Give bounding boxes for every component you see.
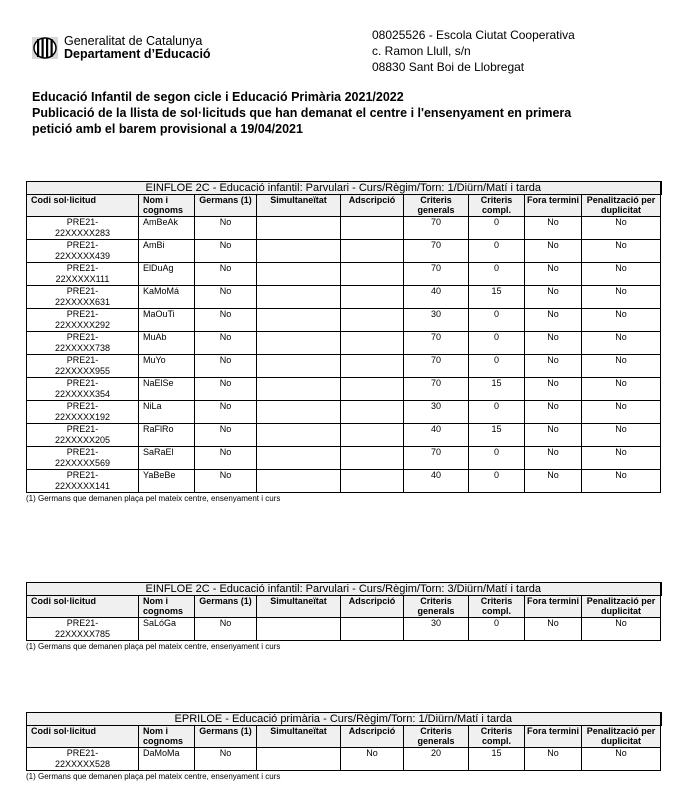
cell-gen: 20 bbox=[404, 748, 469, 771]
cell-gen: 70 bbox=[404, 332, 469, 355]
cell-fora: No bbox=[525, 748, 582, 771]
cell-simult bbox=[257, 378, 341, 401]
cell-fora: No bbox=[525, 401, 582, 424]
column-header-adscr: Adscripció bbox=[341, 726, 404, 748]
cell-adscr: No bbox=[341, 748, 404, 771]
cell-germans: No bbox=[195, 309, 257, 332]
cell-simult bbox=[257, 309, 341, 332]
application-code-number: 22XXXXX569 bbox=[54, 458, 111, 468]
cell-pen: No bbox=[582, 309, 661, 332]
application-code-number: 22XXXXX738 bbox=[54, 343, 111, 353]
application-code-number: 22XXXXX631 bbox=[54, 297, 111, 307]
application-code-prefix: PRE21- bbox=[66, 424, 99, 434]
cell-simult bbox=[257, 263, 341, 286]
cell-adscr bbox=[341, 263, 404, 286]
cell-name: DaMoMa bbox=[139, 748, 195, 771]
cell-pen: No bbox=[582, 263, 661, 286]
cell-adscr bbox=[341, 378, 404, 401]
cell-compl: 0 bbox=[469, 355, 525, 378]
table-caption: EPRILOE - Educació primària - Curs/Règim/Torn: 1/Diürn/Matí i tarda bbox=[27, 713, 661, 726]
cell-name: RaFlRo bbox=[139, 424, 195, 447]
column-header-adscr: Adscripció bbox=[341, 195, 404, 217]
cell-gen: 40 bbox=[404, 470, 469, 493]
cell-germans: No bbox=[195, 401, 257, 424]
school-code-name: 08025526 - Escola Ciutat Cooperativa bbox=[372, 28, 575, 42]
cell-germans: No bbox=[195, 378, 257, 401]
application-code-number: 22XXXXX528 bbox=[54, 759, 111, 769]
cell-simult bbox=[257, 424, 341, 447]
column-header-fora: Fora termini bbox=[525, 596, 582, 618]
table-row bbox=[27, 286, 661, 309]
cell-application-code bbox=[27, 263, 139, 286]
cell-simult bbox=[257, 748, 341, 771]
cell-application-code bbox=[27, 401, 139, 424]
application-code-prefix: PRE21- bbox=[66, 378, 99, 388]
cell-simult bbox=[257, 470, 341, 493]
cell-simult bbox=[257, 217, 341, 240]
cell-adscr bbox=[341, 217, 404, 240]
cell-simult bbox=[257, 332, 341, 355]
cell-fora: No bbox=[525, 240, 582, 263]
cell-name: MaOuTi bbox=[139, 309, 195, 332]
application-code-prefix: PRE21- bbox=[66, 470, 99, 480]
cell-germans: No bbox=[195, 424, 257, 447]
applications-table bbox=[26, 712, 662, 771]
cell-adscr bbox=[341, 309, 404, 332]
table-row bbox=[27, 263, 661, 286]
column-header-germans: Germans (1) bbox=[195, 596, 257, 618]
cell-gen: 70 bbox=[404, 355, 469, 378]
application-code-number: 22XXXXX292 bbox=[54, 320, 111, 330]
cell-application-code bbox=[27, 217, 139, 240]
cell-compl: 0 bbox=[469, 309, 525, 332]
cell-germans: No bbox=[195, 447, 257, 470]
table-header-row bbox=[27, 195, 661, 217]
cell-compl: 15 bbox=[469, 748, 525, 771]
column-header-germans: Germans (1) bbox=[195, 726, 257, 748]
cell-application-code bbox=[27, 332, 139, 355]
cell-germans: No bbox=[195, 240, 257, 263]
cell-compl: 0 bbox=[469, 332, 525, 355]
cell-pen: No bbox=[582, 401, 661, 424]
cell-pen: No bbox=[582, 286, 661, 309]
cell-fora: No bbox=[525, 447, 582, 470]
column-header-fora: Fora termini bbox=[525, 195, 582, 217]
column-header-simult: Simultaneïtat bbox=[257, 195, 341, 217]
column-header-name: Nom i cognoms bbox=[139, 195, 195, 217]
table-caption: EINFLOE 2C - Educació infantil: Parvulari - Curs/Règim/Torn: 3/Diürn/Matí i tarda bbox=[27, 583, 661, 596]
cell-application-code bbox=[27, 424, 139, 447]
column-header-simult: Simultaneïtat bbox=[257, 726, 341, 748]
application-code-prefix: PRE21- bbox=[66, 263, 99, 273]
cell-name: YaBeBe bbox=[139, 470, 195, 493]
cell-gen: 70 bbox=[404, 217, 469, 240]
cell-application-code bbox=[27, 618, 139, 641]
cell-application-code bbox=[27, 447, 139, 470]
cell-simult bbox=[257, 355, 341, 378]
cell-pen: No bbox=[582, 470, 661, 493]
application-code-prefix: PRE21- bbox=[66, 240, 99, 250]
cell-compl: 15 bbox=[469, 286, 525, 309]
application-code-number: 22XXXXX439 bbox=[54, 251, 111, 261]
cell-fora: No bbox=[525, 286, 582, 309]
cell-application-code bbox=[27, 748, 139, 771]
school-city: 08830 Sant Boi de Llobregat bbox=[372, 60, 525, 74]
cell-simult bbox=[257, 286, 341, 309]
column-header-code: Codi sol·licitud bbox=[27, 195, 139, 217]
table-header-row bbox=[27, 726, 661, 748]
header-logo bbox=[32, 35, 211, 61]
column-header-gen: Criteris generals bbox=[404, 195, 469, 217]
footnote: (1) Germans que demanen plaça pel mateix centre, ensenyament i curs bbox=[26, 642, 281, 651]
cell-gen: 30 bbox=[404, 309, 469, 332]
cell-application-code bbox=[27, 470, 139, 493]
table-caption: EINFLOE 2C - Educació infantil: Parvulari - Curs/Règim/Torn: 1/Diürn/Matí i tarda bbox=[27, 182, 661, 195]
table-row bbox=[27, 332, 661, 355]
cell-pen: No bbox=[582, 447, 661, 470]
application-code-number: 22XXXXX192 bbox=[54, 412, 111, 422]
cell-germans: No bbox=[195, 355, 257, 378]
application-code-number: 22XXXXX141 bbox=[54, 481, 111, 491]
application-code-prefix: PRE21- bbox=[66, 618, 99, 628]
table-row bbox=[27, 424, 661, 447]
cell-germans: No bbox=[195, 618, 257, 641]
cell-adscr bbox=[341, 355, 404, 378]
cell-germans: No bbox=[195, 332, 257, 355]
cell-germans: No bbox=[195, 286, 257, 309]
column-header-germans: Germans (1) bbox=[195, 195, 257, 217]
column-header-code: Codi sol·licitud bbox=[27, 596, 139, 618]
cell-application-code bbox=[27, 355, 139, 378]
column-header-gen: Criteris generals bbox=[404, 726, 469, 748]
cell-name: KaMoMá bbox=[139, 286, 195, 309]
table-row bbox=[27, 470, 661, 493]
cell-application-code bbox=[27, 378, 139, 401]
column-header-fora: Fora termini bbox=[525, 726, 582, 748]
cell-gen: 70 bbox=[404, 240, 469, 263]
cell-germans: No bbox=[195, 263, 257, 286]
table-row bbox=[27, 748, 661, 771]
cell-germans: No bbox=[195, 217, 257, 240]
cell-adscr bbox=[341, 470, 404, 493]
applications-table-section-1 bbox=[26, 181, 660, 503]
cell-name: SaRaEl bbox=[139, 447, 195, 470]
cell-fora: No bbox=[525, 332, 582, 355]
cell-compl: 0 bbox=[469, 240, 525, 263]
cell-application-code bbox=[27, 309, 139, 332]
cell-adscr bbox=[341, 424, 404, 447]
cell-adscr bbox=[341, 618, 404, 641]
table-header-row bbox=[27, 596, 661, 618]
table-row bbox=[27, 309, 661, 332]
cell-compl: 0 bbox=[469, 447, 525, 470]
column-header-adscr: Adscripció bbox=[341, 596, 404, 618]
cell-adscr bbox=[341, 401, 404, 424]
table-row bbox=[27, 618, 661, 641]
cell-gen: 40 bbox=[404, 286, 469, 309]
table-row bbox=[27, 240, 661, 263]
application-code-number: 22XXXXX955 bbox=[54, 366, 111, 376]
cell-compl: 15 bbox=[469, 378, 525, 401]
cell-fora: No bbox=[525, 618, 582, 641]
cell-adscr bbox=[341, 332, 404, 355]
cell-pen: No bbox=[582, 217, 661, 240]
cell-name: SaLóGa bbox=[139, 618, 195, 641]
title-line-2: Publicació de la llista de sol·licituds que han demanat el centre i l'ensenyament en primera bbox=[32, 106, 572, 120]
column-header-pen: Penalització per duplicitat bbox=[582, 195, 661, 217]
column-header-compl: Criteris compl. bbox=[469, 726, 525, 748]
department-name: Departament d’Educació bbox=[64, 47, 211, 61]
application-code-number: 22XXXXX111 bbox=[55, 274, 110, 284]
cell-gen: 30 bbox=[404, 618, 469, 641]
cell-germans: No bbox=[195, 748, 257, 771]
cell-name: MuYo bbox=[139, 355, 195, 378]
column-header-pen: Penalització per duplicitat bbox=[582, 726, 661, 748]
cell-name: NiLa bbox=[139, 401, 195, 424]
cell-pen: No bbox=[582, 748, 661, 771]
cell-name: MuAb bbox=[139, 332, 195, 355]
footnote: (1) Germans que demanen plaça pel mateix centre, ensenyament i curs bbox=[26, 772, 281, 781]
cell-fora: No bbox=[525, 378, 582, 401]
application-code-prefix: PRE21- bbox=[66, 401, 99, 411]
cell-fora: No bbox=[525, 470, 582, 493]
cell-application-code bbox=[27, 286, 139, 309]
column-header-pen: Penalització per duplicitat bbox=[582, 596, 661, 618]
applications-table bbox=[26, 181, 662, 493]
column-header-name: Nom i cognoms bbox=[139, 596, 195, 618]
applications-table-section-3 bbox=[26, 712, 660, 781]
application-code-prefix: PRE21- bbox=[66, 332, 99, 342]
cell-pen: No bbox=[582, 240, 661, 263]
generalitat-coat-of-arms-icon bbox=[32, 37, 58, 59]
cell-simult bbox=[257, 401, 341, 424]
footnote: (1) Germans que demanen plaça pel mateix centre, ensenyament i curs bbox=[26, 494, 281, 503]
cell-compl: 15 bbox=[469, 424, 525, 447]
title-line-1: Educació Infantil de segon cicle i Educació Primària 2021/2022 bbox=[32, 90, 404, 104]
column-header-compl: Criteris compl. bbox=[469, 195, 525, 217]
cell-adscr bbox=[341, 240, 404, 263]
table-row bbox=[27, 355, 661, 378]
school-info bbox=[372, 27, 575, 75]
cell-pen: No bbox=[582, 355, 661, 378]
cell-fora: No bbox=[525, 217, 582, 240]
cell-application-code bbox=[27, 240, 139, 263]
cell-fora: No bbox=[525, 309, 582, 332]
column-header-gen: Criteris generals bbox=[404, 596, 469, 618]
application-code-prefix: PRE21- bbox=[66, 447, 99, 457]
school-address: c. Ramon Llull, s/n bbox=[372, 44, 471, 58]
column-header-code: Codi sol·licitud bbox=[27, 726, 139, 748]
cell-gen: 30 bbox=[404, 401, 469, 424]
cell-pen: No bbox=[582, 618, 661, 641]
title-line-3: petició amb el barem provisional a 19/04/2021 bbox=[32, 122, 303, 136]
cell-fora: No bbox=[525, 355, 582, 378]
application-code-prefix: PRE21- bbox=[66, 286, 99, 296]
cell-name: ElDuAg bbox=[139, 263, 195, 286]
cell-name: NaElSe bbox=[139, 378, 195, 401]
table-row bbox=[27, 401, 661, 424]
cell-gen: 70 bbox=[404, 447, 469, 470]
cell-simult bbox=[257, 618, 341, 641]
cell-gen: 70 bbox=[404, 378, 469, 401]
cell-pen: No bbox=[582, 378, 661, 401]
application-code-number: 22XXXXX354 bbox=[54, 389, 111, 399]
cell-pen: No bbox=[582, 424, 661, 447]
org-name: Generalitat de Catalunya bbox=[64, 34, 203, 48]
application-code-number: 22XXXXX785 bbox=[54, 629, 111, 639]
application-code-number: 22XXXXX205 bbox=[54, 435, 111, 445]
cell-fora: No bbox=[525, 424, 582, 447]
cell-adscr bbox=[341, 286, 404, 309]
applications-table bbox=[26, 582, 662, 641]
application-code-prefix: PRE21- bbox=[66, 309, 99, 319]
cell-compl: 0 bbox=[469, 217, 525, 240]
column-header-compl: Criteris compl. bbox=[469, 596, 525, 618]
application-code-prefix: PRE21- bbox=[66, 748, 99, 758]
cell-name: AmBi bbox=[139, 240, 195, 263]
cell-germans: No bbox=[195, 470, 257, 493]
cell-compl: 0 bbox=[469, 618, 525, 641]
cell-fora: No bbox=[525, 263, 582, 286]
applications-table-section-2 bbox=[26, 582, 660, 651]
column-header-simult: Simultaneïtat bbox=[257, 596, 341, 618]
table-row bbox=[27, 378, 661, 401]
cell-compl: 0 bbox=[469, 263, 525, 286]
application-code-prefix: PRE21- bbox=[66, 217, 99, 227]
table-row bbox=[27, 217, 661, 240]
cell-gen: 70 bbox=[404, 263, 469, 286]
cell-compl: 0 bbox=[469, 470, 525, 493]
cell-simult bbox=[257, 447, 341, 470]
cell-pen: No bbox=[582, 332, 661, 355]
cell-compl: 0 bbox=[469, 401, 525, 424]
application-code-prefix: PRE21- bbox=[66, 355, 99, 365]
table-row bbox=[27, 447, 661, 470]
cell-adscr bbox=[341, 447, 404, 470]
column-header-name: Nom i cognoms bbox=[139, 726, 195, 748]
cell-gen: 40 bbox=[404, 424, 469, 447]
cell-name: AmBeAk bbox=[139, 217, 195, 240]
application-code-number: 22XXXXX283 bbox=[54, 228, 111, 238]
cell-simult bbox=[257, 240, 341, 263]
document-title bbox=[32, 89, 652, 137]
